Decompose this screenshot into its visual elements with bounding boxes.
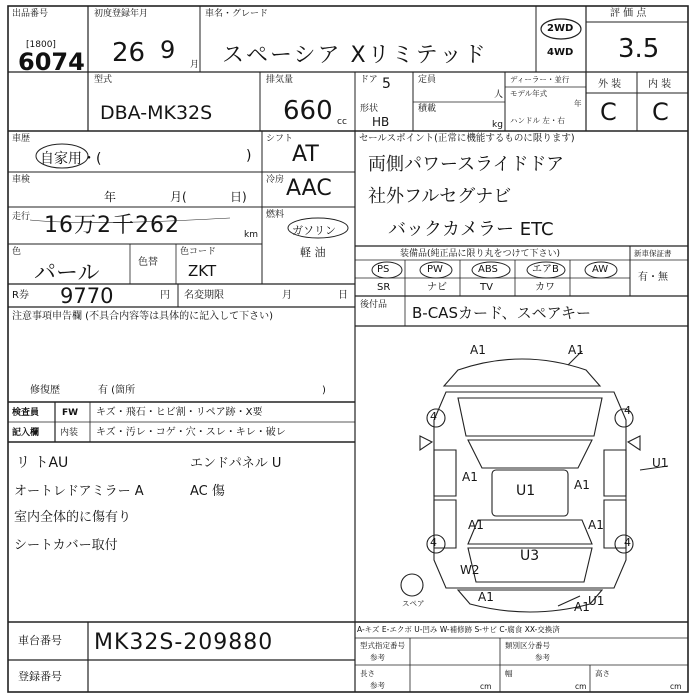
name-grade-value: スペーシア Xリミテッド <box>222 43 488 68</box>
mark-a1-rear-left: A1 <box>478 590 494 604</box>
mark-a1-rear-bumper: A1 <box>574 600 590 614</box>
name-change-day: 日 <box>338 290 348 301</box>
inspection-label: 車検 <box>12 175 31 185</box>
warranty-label: 新車保証書 <box>634 249 672 258</box>
mark-a1-right-door: A1 <box>574 478 590 492</box>
sales-line-2: 社外フルセグナビ <box>368 186 512 207</box>
height-label: 高さ <box>595 669 610 678</box>
fmt-label: 型式指定番号 <box>360 641 405 650</box>
mark-a1-front-left: A1 <box>470 343 486 357</box>
history-label: 車歴 <box>12 134 31 144</box>
damage-legend: A-キズ E-エクボ U-凹み W-補修跡 S-サビ C-腐食 XX-交換済 <box>357 625 560 634</box>
ac-value: AAC <box>286 176 332 201</box>
exterior-label: 外 装 <box>598 79 622 90</box>
inspection-year: 年 <box>104 190 117 204</box>
equip-airbag: エアB <box>532 264 559 275</box>
inspection-month: 月( <box>170 190 187 204</box>
score-value: 3.5 <box>618 34 660 64</box>
height-unit: cm <box>670 682 682 691</box>
mark-a1-left-door: A1 <box>462 470 478 484</box>
history-close: ) <box>246 148 252 164</box>
lot-no-label: 出品番号 <box>12 9 49 19</box>
mark-4-rear-right-wheel: 4 <box>624 536 631 549</box>
mark-4-front-left-wheel: 4 <box>430 410 437 423</box>
mileage-unit: km <box>244 230 258 240</box>
capacity-unit: 人 <box>494 90 504 100</box>
interior-label: 内 装 <box>648 79 672 90</box>
remark-left-2: オートレドアミラー A <box>14 484 144 499</box>
lot-code: [1800] <box>26 40 56 50</box>
name-change-month: 月 <box>282 290 292 301</box>
load-unit: kg <box>492 120 503 130</box>
type-label: 類別区分番号 <box>505 641 550 650</box>
shift-value: AT <box>292 142 319 167</box>
mark-a1-front-right: A1 <box>568 343 584 357</box>
remark-right-1: エンドパネル U <box>190 456 282 471</box>
inspector-label-2: 記入欄 <box>12 428 40 438</box>
mark-4-front-right-wheel: 4 <box>624 404 631 417</box>
displacement-unit: cc <box>337 117 347 127</box>
equip-abs: ABS <box>478 264 498 275</box>
doors-label: ドア <box>360 75 378 85</box>
dealer-label: ディーラー・並行 <box>510 75 570 84</box>
name-change-label: 名変期限 <box>184 290 224 301</box>
fuel-label: 燃料 <box>266 210 285 220</box>
shape-value: HB <box>372 115 390 129</box>
score-label: 評 価 点 <box>610 8 647 19</box>
history-value: 自家用・( <box>40 151 102 167</box>
drive-4wd: 4WD <box>547 47 574 58</box>
mark-u3-trunk: U3 <box>520 548 540 564</box>
fuel-light-oil: 軽 油 <box>300 246 326 259</box>
r-ticket-value: 9770 <box>60 284 114 308</box>
equip-sr: SR <box>377 282 391 293</box>
capacity-label: 定員 <box>418 75 437 85</box>
load-label: 積載 <box>418 104 437 114</box>
mark-a1-right-rear: A1 <box>588 518 604 532</box>
remark-left-3: 室内全体的に傷有り <box>14 510 132 525</box>
inspection-day: 日) <box>230 190 247 204</box>
shape-label: 形状 <box>360 104 379 114</box>
interior-value: C <box>652 98 669 126</box>
first-reg-label: 初度登録年月 <box>94 9 149 19</box>
sales-line-3: バックカメラー ETC <box>388 219 554 240</box>
fuel-gasoline: ガソリン <box>292 224 336 237</box>
mark-u1-right: U1 <box>652 456 669 470</box>
mark-u1-roof: U1 <box>516 483 536 499</box>
name-grade-label: 車名・グレード <box>205 9 269 19</box>
accessories-value: B-CASカード、スペアキー <box>412 304 592 322</box>
fw-items: キズ・飛石・ヒビ割・リペア跡・X要 <box>96 407 263 418</box>
length-unit: cm <box>480 682 492 691</box>
mark-a1-left-rear: A1 <box>468 518 484 532</box>
fmt-ref-label: 参考 <box>370 653 385 662</box>
displacement-value: 660 <box>283 96 333 126</box>
int-label: 内装 <box>60 428 79 438</box>
first-reg-month-unit: 月 <box>190 60 200 70</box>
remark-left-4: シートカバー取付 <box>14 538 118 553</box>
inspector-label-1: 検査員 <box>12 408 40 418</box>
color-code-value: ZKT <box>188 262 217 280</box>
color-change-label: 色替 <box>138 257 158 268</box>
first-reg-month: 9 <box>160 36 176 64</box>
chassis-label: 車台番号 <box>18 634 62 647</box>
model-label: 型式 <box>94 75 113 85</box>
equipment-title: 装備品(純正品に限り丸をつけて下さい) <box>400 249 561 259</box>
accessories-label: 後付品 <box>360 300 388 310</box>
notes-title: 注意事項申告欄 (不具合内容等は具体的に記入して下さい) <box>12 311 273 322</box>
sales-line-1: 両側パワースライドドア <box>368 154 565 175</box>
length-label: 長さ <box>360 669 375 678</box>
mileage-label: 走行 <box>12 212 31 222</box>
equip-pw: PW <box>427 264 443 275</box>
r-ticket-label: R券 <box>12 290 29 301</box>
width-label: 幅 <box>505 669 513 678</box>
fw-label: FW <box>62 408 79 418</box>
width-unit: cm <box>575 682 587 691</box>
mileage-value: 16万2千262 <box>44 213 180 238</box>
repair-value: 有 (箇所 <box>98 385 136 396</box>
type-ref-label: 参考 <box>535 653 550 662</box>
r-ticket-unit: 円 <box>160 290 170 301</box>
equip-ps: PS <box>377 264 390 275</box>
equip-tv: TV <box>480 282 493 293</box>
model-year-unit: 年 <box>574 99 582 108</box>
handle-label: ハンドル 左・右 <box>510 116 565 125</box>
model-value: DBA-MK32S <box>100 102 213 124</box>
mark-4-rear-left-wheel: 4 <box>430 536 437 549</box>
lot-number: 6074 <box>18 48 85 76</box>
ac-label: 冷房 <box>266 175 285 185</box>
drive-2wd: 2WD <box>547 23 574 34</box>
displacement-label: 排気量 <box>266 75 294 85</box>
sales-title: セールスポイント(正常に機能するものに限ります) <box>359 133 575 144</box>
warranty-value: 有・無 <box>638 272 668 283</box>
first-reg-year: 26 <box>112 38 146 68</box>
mark-u1-rear-bumper: U1 <box>588 594 605 608</box>
mark-w2-rear: W2 <box>460 563 480 577</box>
shift-label: シフト <box>266 134 294 144</box>
repair-label: 修復歴 <box>30 385 60 396</box>
equip-leather: カワ <box>535 282 555 293</box>
repair-close: ) <box>322 385 326 396</box>
int-items: キズ・汚レ・コゲ・穴・スレ・キレ・破レ <box>96 427 286 438</box>
doors-value: 5 <box>382 76 391 92</box>
exterior-value: C <box>600 98 617 126</box>
equip-aw: AW <box>592 264 609 275</box>
remark-left-1: リ トAU <box>16 455 69 471</box>
equip-navi: ナビ <box>427 282 447 293</box>
model-year-label: モデル年式 <box>510 89 548 98</box>
chassis-value: MK32S-209880 <box>94 630 274 655</box>
remark-right-2: AC 傷 <box>190 484 225 499</box>
color-value: パール <box>34 261 100 286</box>
length-ref-label: 参考 <box>370 681 385 690</box>
spare-label: スペア <box>402 599 425 608</box>
color-code-label: 色コード <box>180 247 217 257</box>
reg-no-label: 登録番号 <box>18 670 62 683</box>
color-label: 色 <box>12 247 22 257</box>
